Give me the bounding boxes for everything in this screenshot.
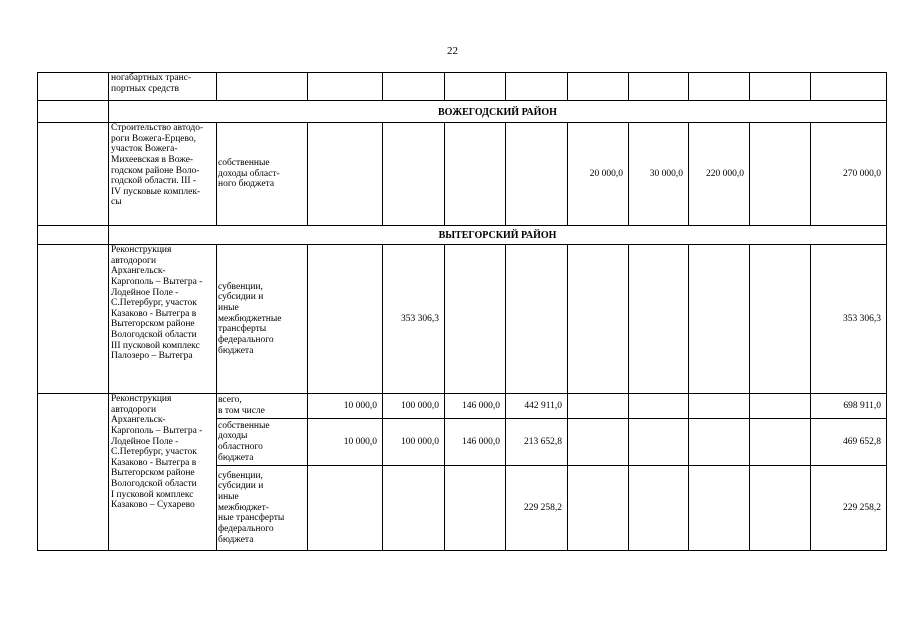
value-cell: 146 000,0 — [445, 394, 506, 419]
total-cell: 270 000,0 — [811, 123, 887, 226]
value-cell — [308, 73, 383, 101]
value-cell: 20 000,0 — [568, 123, 629, 226]
value-cell — [568, 394, 629, 419]
value-cell — [308, 123, 383, 226]
source-cell: собственные доходы областного бюджета — [217, 419, 308, 466]
value-cell: 10 000,0 — [308, 394, 383, 419]
total-cell: 698 911,0 — [811, 394, 887, 419]
value-cell — [689, 394, 750, 419]
total-cell: 469 652,8 — [811, 419, 887, 466]
funding-table — [37, 72, 887, 551]
value-cell — [750, 419, 811, 466]
value-cell — [308, 466, 383, 551]
region-heading-row — [38, 101, 887, 123]
value-cell — [750, 394, 811, 419]
value-cell: 220 000,0 — [689, 123, 750, 226]
source-cell: всего, в том числе — [217, 394, 308, 419]
value-cell — [568, 245, 629, 394]
value-cell — [383, 466, 445, 551]
index-cell — [38, 73, 109, 101]
project-cell: ногабартных транс- портных средств — [109, 73, 217, 101]
index-cell — [38, 226, 109, 245]
value-cell: 10 000,0 — [308, 419, 383, 466]
table-row-carryover — [38, 73, 887, 101]
value-cell — [568, 419, 629, 466]
value-cell: 146 000,0 — [445, 419, 506, 466]
value-cell — [629, 394, 689, 419]
value-cell — [506, 123, 568, 226]
index-cell — [38, 394, 109, 551]
value-cell — [689, 73, 750, 101]
value-cell: 213 652,8 — [506, 419, 568, 466]
value-cell — [445, 245, 506, 394]
index-cell — [38, 123, 109, 226]
value-cell — [629, 419, 689, 466]
value-cell — [750, 73, 811, 101]
value-cell — [506, 245, 568, 394]
value-cell — [750, 245, 811, 394]
value-cell — [445, 73, 506, 101]
total-cell — [811, 73, 887, 101]
value-cell: 229 258,2 — [506, 466, 568, 551]
value-cell — [445, 466, 506, 551]
table-row — [38, 123, 887, 226]
value-cell — [383, 73, 445, 101]
region-heading-row — [38, 226, 887, 245]
value-cell — [568, 73, 629, 101]
project-cell: Реконструкция автодороги Архангельск- Каргополь – Вытегра - Лодейное Поле - С.Петербург, участок Казаково - Вытегра в Вытегорском районе Вологодской области III пусковой комплекс Палозеро – Вытегра — [109, 245, 217, 394]
region-title: ВОЖЕГОДСКИЙ РАЙОН — [109, 101, 887, 123]
index-cell — [38, 245, 109, 394]
value-cell — [568, 466, 629, 551]
value-cell: 100 000,0 — [383, 419, 445, 466]
value-cell: 353 306,3 — [383, 245, 445, 394]
value-cell: 30 000,0 — [629, 123, 689, 226]
value-cell: 100 000,0 — [383, 394, 445, 419]
value-cell — [629, 245, 689, 394]
value-cell: 442 911,0 — [506, 394, 568, 419]
project-cell: Строительство автодо- роги Вожега-Ерцево, участок Вожега- Михеевская в Воже- годском районе Воло- годской области. III - IV пусковые комплек- сы — [109, 123, 217, 226]
value-cell — [445, 123, 506, 226]
table-row — [38, 245, 887, 394]
value-cell — [689, 245, 750, 394]
value-cell — [689, 419, 750, 466]
value-cell — [689, 466, 750, 551]
value-cell — [750, 123, 811, 226]
value-cell — [629, 466, 689, 551]
total-cell: 353 306,3 — [811, 245, 887, 394]
region-title: ВЫТЕГОРСКИЙ РАЙОН — [109, 226, 887, 245]
value-cell — [308, 245, 383, 394]
table-row — [38, 394, 887, 419]
value-cell — [506, 73, 568, 101]
source-cell — [217, 73, 308, 101]
source-cell: собственные доходы област- ного бюджета — [217, 123, 308, 226]
value-cell — [750, 466, 811, 551]
index-cell — [38, 101, 109, 123]
page-number: 22 — [447, 45, 458, 57]
source-cell: субвенции, субсидии и иные межбюджет- ные трансферты федерального бюджета — [217, 466, 308, 551]
value-cell — [629, 73, 689, 101]
source-cell: субвенции, субсидии и иные межбюджетные трансферты федерального бюджета — [217, 245, 308, 394]
project-cell: Реконструкция автодороги Архангельск- Каргополь – Вытегра - Лодейное Поле - С.Петербург, участок Казаково - Вытегра в Вытегорском районе Вологодской области I пусковой комплекс Казаково – Сухарево — [109, 394, 217, 551]
total-cell: 229 258,2 — [811, 466, 887, 551]
value-cell — [383, 123, 445, 226]
